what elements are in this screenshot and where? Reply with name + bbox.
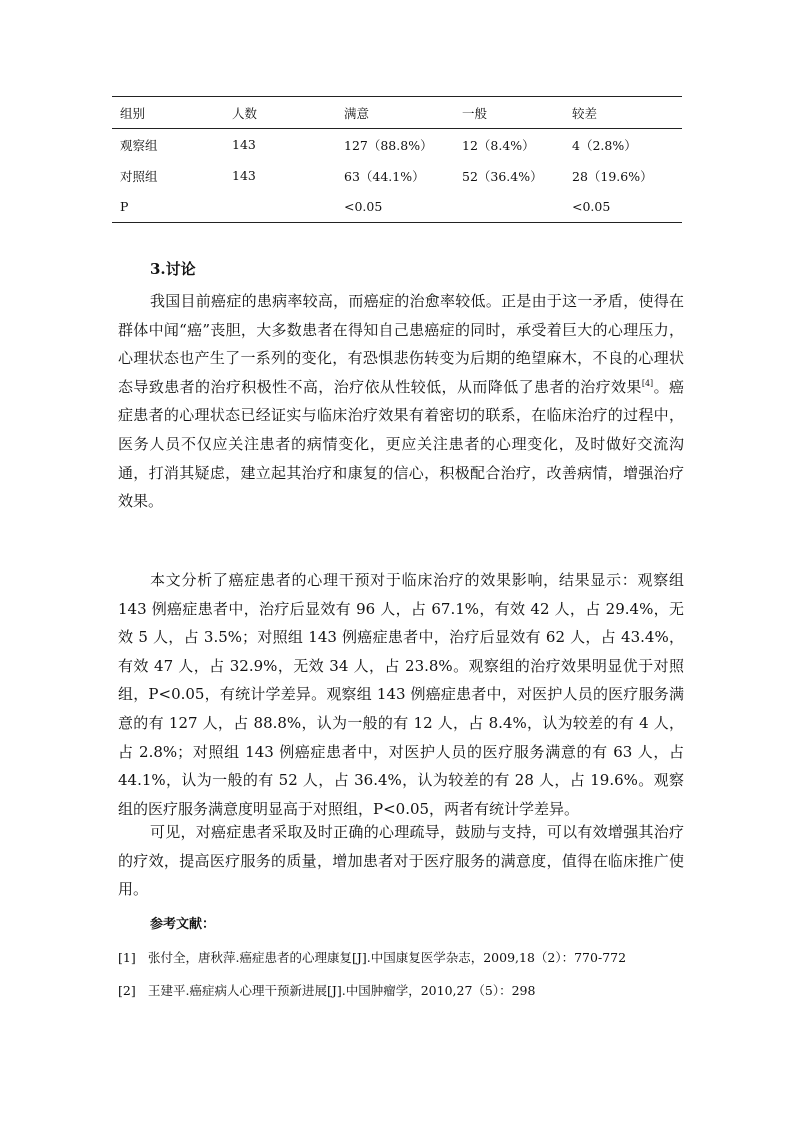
satisfaction-table [112, 96, 682, 223]
reference-number: [2] [118, 983, 136, 998]
table-cell: 对照组 [120, 168, 158, 184]
paragraph-3: 可见，对癌症患者采取及时正确的心理疏导，鼓励与支持，可以有效增强其治疗的疗效，提高医疗服务的质量，增加患者对于医疗服务的满意度，值得在临床推广使用。 [118, 823, 684, 899]
reference-item [118, 948, 626, 966]
table-cell: 52（36.4%） [462, 168, 543, 184]
paragraph-1-text-a: 我国目前癌症的患病率较高，而癌症的治愈率较低。正是由于这一矛盾，使得在群体中闻“癌”丧胆，大多数患者在得知自己患癌症的同时，承受着巨大的心理压力，心理状态也产生了一系列的变化，有恐惧悲伤转变为后期的绝望麻木，不良的心理状态导致患者的治疗积极性不高，治疗依从性较低，从而降低了患者的治疗效果 [118, 292, 684, 396]
reference-item [118, 981, 535, 999]
table-cell: <0.05 [572, 191, 682, 223]
table-cell: 127（88.8%） [344, 137, 433, 153]
header-average: 一般 [462, 97, 572, 129]
table-header-row [112, 97, 682, 129]
table-cell: 143 [232, 168, 256, 183]
table-row [112, 160, 682, 191]
paragraph-2: 本文分析了癌症患者的心理干预对于临床治疗的效果影响，结果显示：观察组 143 例癌症患者中，治疗后显效有 96 人，占 67.1%，有效 42 人，占 29.4%，无效 5 人，占 3.5%；对照组 143 例癌症患者中，治疗后显效有 62 人，占 43.4%，有效 47 人，占 32.9%，无效 34 人，占 23.8%。观察组的治疗效果明显优于对照组，P<0.05，有统计学差异。观察组 143 例癌症患者中，对医护人员的医疗服务满意的有 127 人，占 88.8%，认为一般的有 12 人，占 8.4%，认为较差的有 4 人，占 2.8%；对照组 143 例癌症患者中，对医护人员的医疗服务满意的有 63 人，占 44.1%，认为一般的有 52 人，占 36.4%，认为较差的有 28 人，占 19.6%。观察组的医疗服务满意度明显高于对照组，P<0.05，两者有统计学差异。 [118, 571, 684, 818]
table-cell [462, 191, 572, 223]
paragraph-1-text-b: 。癌症患者的心理状态已经证实与临床治疗效果有着密切的联系，在临床治疗的过程中，医务人员不仅应关注患者的病情变化，更应关注患者的心理变化，及时做好交流沟通，打消其疑虑，建立起其治疗和康复的信心，积极配合治疗，改善病情，增强治疗效果。 [118, 377, 684, 511]
table-cell: 28（19.6%） [572, 168, 653, 184]
table-cell: 12（8.4%） [462, 137, 535, 153]
section-heading: 3.讨论 [150, 260, 196, 278]
table-cell [232, 191, 344, 223]
citation-marker: [4] [641, 378, 654, 388]
header-group: 组别 [112, 97, 232, 129]
reference-number: [1] [118, 950, 136, 965]
paragraph-1 [118, 287, 684, 516]
table-cell: 4（2.8%） [572, 137, 637, 153]
header-count: 人数 [232, 97, 344, 129]
table-row [112, 129, 682, 161]
reference-text: 张付全，唐秋萍.癌症患者的心理康复[J].中国康复医学杂志，2009,18（2）：770-772 [148, 950, 627, 965]
table-cell: 143 [232, 137, 256, 152]
table-cell: 63（44.1%） [344, 168, 425, 184]
table-cell: 观察组 [120, 137, 158, 153]
table-cell: <0.05 [344, 191, 462, 223]
header-satisfied: 满意 [344, 97, 462, 129]
reference-text: 王建平.癌症病人心理干预新进展[J].中国肿瘤学，2010,27（5）：298 [148, 983, 536, 998]
header-poor: 较差 [572, 97, 682, 129]
references-heading: 参考文献： [150, 917, 216, 932]
table-cell: P [112, 191, 232, 223]
table-row [112, 191, 682, 223]
